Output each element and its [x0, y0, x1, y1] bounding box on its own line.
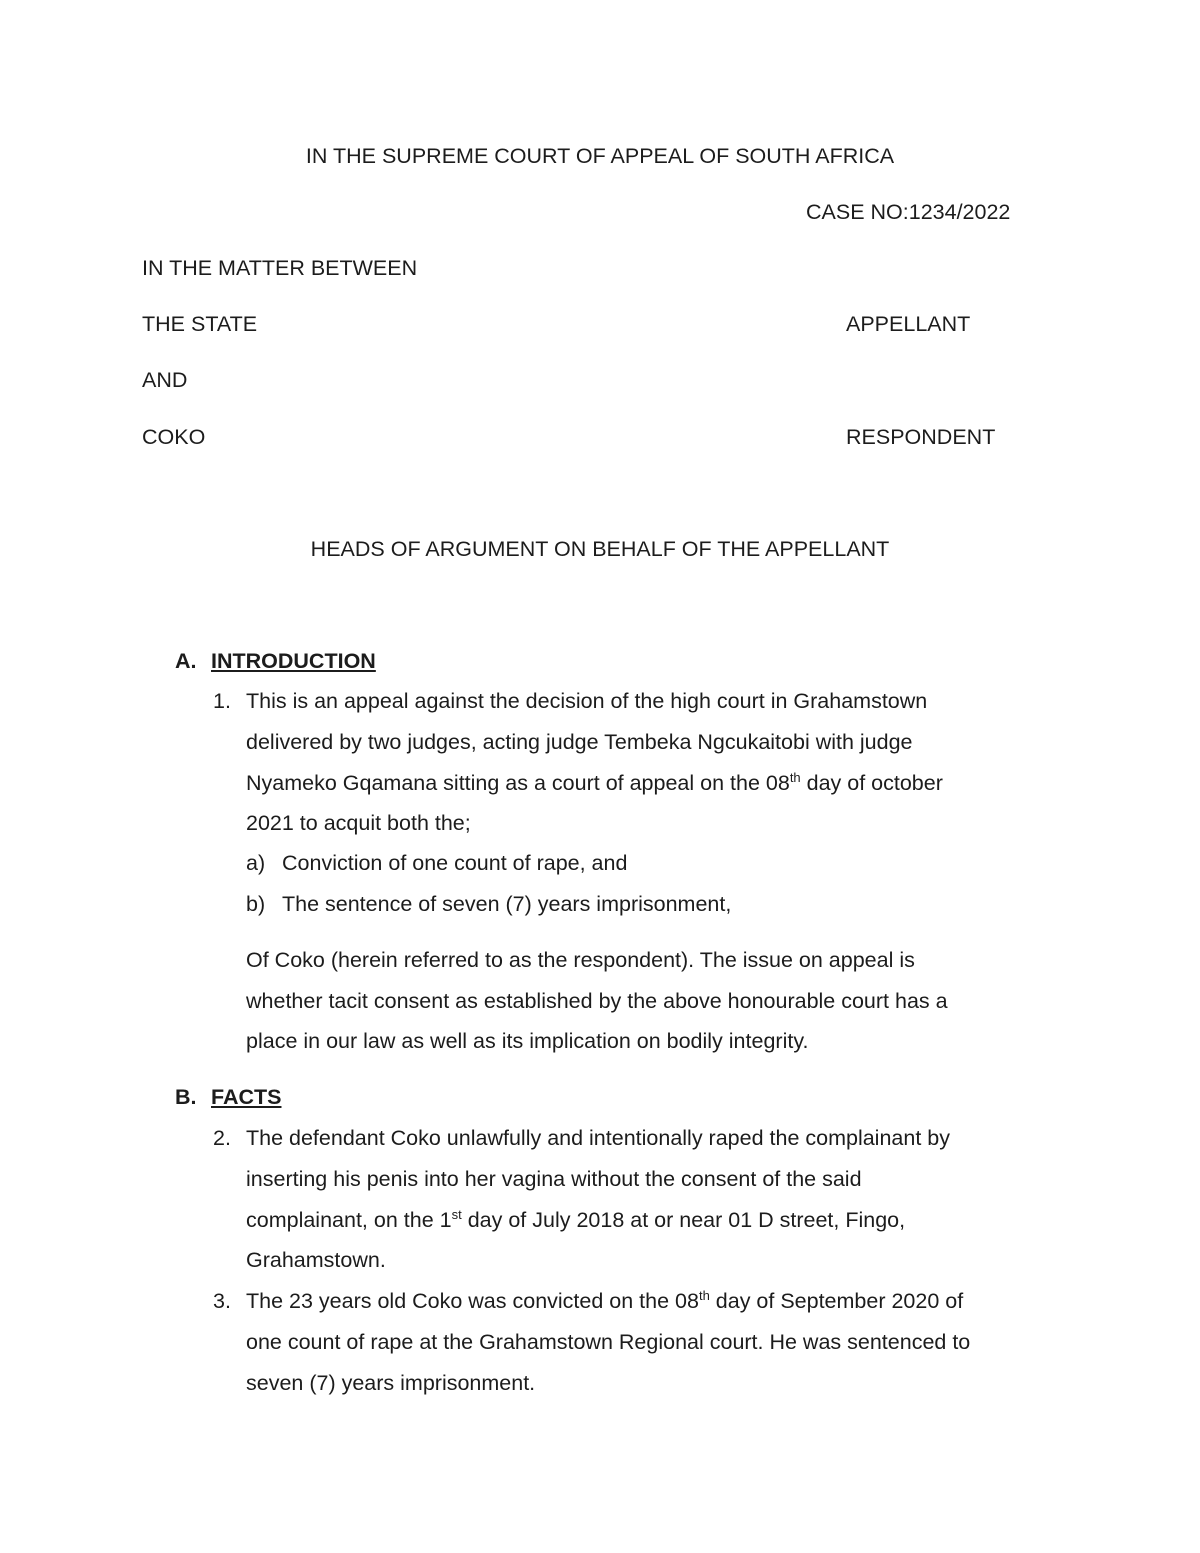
paragraph-3-text: day of September 2020 of [709, 1289, 964, 1313]
paragraph-2-line: The defendant Coko unlawfully and intentionally raped the complainant by [246, 1126, 950, 1150]
paragraph-1-line [246, 770, 943, 795]
respondent-name: COKO [142, 425, 206, 449]
ordinal-suffix: st [451, 1207, 462, 1222]
paragraph-2-number: 2. [213, 1126, 231, 1150]
paragraph-1-line: delivered by two judges, acting judge Tembeka Ngcukaitobi with judge [246, 730, 913, 754]
section-b-heading: FACTS [211, 1085, 282, 1109]
section-a-letter: A. [175, 649, 197, 673]
paragraph-3-number: 3. [213, 1289, 231, 1313]
paragraph-2-line [246, 1207, 906, 1232]
paragraph-3-line: one count of rape at the Grahamstown Regional court. He was sentenced to [246, 1330, 971, 1354]
court-name: IN THE SUPREME COURT OF APPEAL OF SOUTH AFRICA [305, 144, 895, 168]
paragraph-1-line: This is an appeal against the decision of the high court in Grahamstown [246, 689, 928, 713]
matter-intro: IN THE MATTER BETWEEN [142, 256, 418, 280]
paragraph-2-text: complainant, on the 1 [246, 1208, 452, 1232]
paragraph-3-text: The 23 years old Coko was convicted on the 08 [246, 1289, 699, 1313]
paragraph-2-text: day of July 2018 at or near 01 D street, Fingo, [461, 1208, 906, 1232]
paragraph-1-number: 1. [213, 689, 231, 713]
appellant-name: THE STATE [142, 312, 258, 336]
list-item-a-label: a) [246, 851, 266, 875]
paragraph-1-text: day of october [800, 771, 943, 795]
section-a-heading: INTRODUCTION [211, 649, 376, 673]
section-b-letter: B. [175, 1085, 197, 1109]
paragraph-3-line [246, 1288, 964, 1313]
paragraph-1-continuation: whether tacit consent as established by the above honourable court has a [246, 989, 948, 1013]
list-item-b-label: b) [246, 892, 266, 916]
ordinal-suffix: th [789, 770, 801, 785]
paragraph-3-line: seven (7) years imprisonment. [246, 1371, 536, 1395]
list-item-a-text: Conviction of one count of rape, and [282, 851, 628, 875]
ordinal-suffix: th [698, 1288, 710, 1303]
case-number: CASE NO:1234/2022 [806, 200, 1011, 224]
appellant-role: APPELLANT [846, 312, 971, 336]
paragraph-2-line: inserting his penis into her vagina without the consent of the said [246, 1167, 862, 1191]
paragraph-2-line: Grahamstown. [246, 1248, 386, 1272]
paragraph-1-text: Nyameko Gqamana sitting as a court of appeal on the 08 [246, 771, 790, 795]
paragraph-1-continuation: place in our law as well as its implication on bodily integrity. [246, 1029, 809, 1053]
paragraph-1-line: 2021 to acquit both the; [246, 811, 471, 835]
document-title: HEADS OF ARGUMENT ON BEHALF OF THE APPELLANT [310, 537, 890, 561]
parties-conjunction: AND [142, 368, 188, 392]
list-item-b-text: The sentence of seven (7) years imprisonment, [282, 892, 732, 916]
respondent-role: RESPONDENT [846, 425, 996, 449]
paragraph-1-continuation: Of Coko (herein referred to as the respondent). The issue on appeal is [246, 948, 915, 972]
